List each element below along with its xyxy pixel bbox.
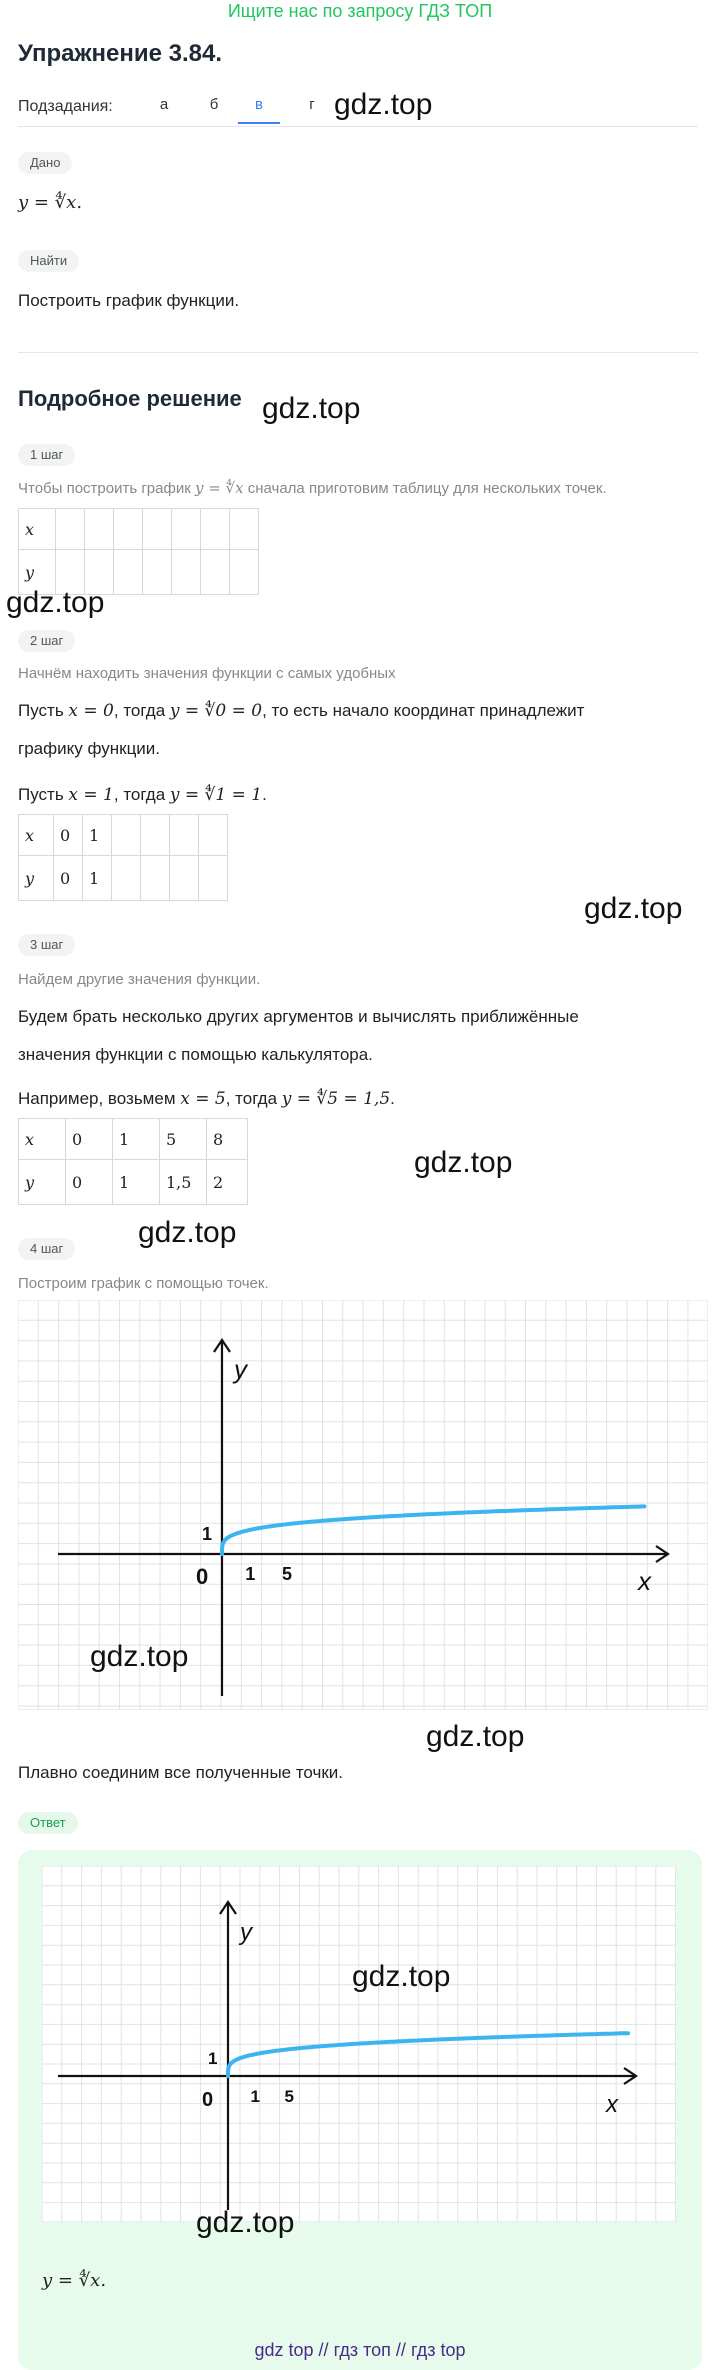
subtasks-label: Подзадания:: [18, 98, 113, 115]
table-cell: [143, 550, 172, 595]
step-1-badge: 1 шаг: [18, 444, 75, 466]
tick-label-y-1: 1: [208, 2049, 218, 2068]
table-cell: y: [19, 550, 56, 595]
tick-label-y-1: 1: [202, 1524, 213, 1544]
active-tab-indicator: [238, 122, 280, 124]
find-badge: Найти: [18, 250, 79, 272]
step-4-badge: 4 шаг: [18, 1238, 75, 1260]
y-axis-label: y: [234, 1354, 247, 1384]
watermark: gdz.top: [426, 1720, 525, 1753]
table-cell: [112, 856, 141, 901]
origin-label: 0: [202, 2089, 214, 2111]
step-2-badge: 2 шаг: [18, 630, 75, 652]
table-cell: [201, 509, 230, 550]
tick-label-x-1: 1: [250, 2087, 260, 2106]
table-cell: [112, 815, 141, 856]
step-2-line-2: Пусть x = 1, тогда y = ∜1 = 1.: [18, 785, 267, 805]
step-3-line-1b: значения функции с помощью калькулятора.: [18, 1045, 373, 1064]
watermark: gdz.top: [352, 1960, 451, 1993]
table-cell: x: [19, 1119, 66, 1160]
table-cell: [199, 815, 228, 856]
x-axis-label: x: [638, 1566, 651, 1596]
answer-graph: [42, 1866, 676, 2222]
table-cell: 1,5: [160, 1160, 207, 1205]
table-cell: x: [19, 509, 56, 550]
table-step-2: [18, 814, 228, 901]
step-2-hint: Начнём находить значения функции с самых удобных: [18, 665, 396, 682]
divider: [18, 352, 698, 353]
watermark: gdz.top: [6, 586, 105, 619]
watermark: gdz.top: [414, 1146, 513, 1179]
table-cell: [170, 856, 199, 901]
table-cell: 0: [66, 1119, 113, 1160]
table-cell: 1: [113, 1160, 160, 1205]
tick-label-x-5: 5: [282, 1564, 293, 1584]
table-cell: 0: [66, 1160, 113, 1205]
origin-label: 0: [196, 1564, 209, 1589]
answer-badge: Ответ: [18, 1812, 78, 1834]
step-2-line-1b: графику функции.: [18, 739, 161, 758]
footer-link[interactable]: гдз top: [410, 2340, 466, 2360]
table-cell: 5: [160, 1119, 207, 1160]
table-cell: [201, 550, 230, 595]
footer-link[interactable]: гдз топ: [333, 2340, 391, 2360]
step-2-line-1: Пусть x = 0, тогда y = ∜0 = 0, то есть начало координат принадлежит: [18, 701, 585, 721]
footer-link[interactable]: gdz top: [254, 2340, 314, 2360]
table-cell: [85, 509, 114, 550]
watermark: gdz.top: [262, 392, 361, 425]
table-cell: [172, 509, 201, 550]
subtask-tab-v[interactable]: в: [255, 96, 263, 113]
watermark: gdz.top: [90, 1640, 189, 1673]
table-cell: [143, 509, 172, 550]
tick-label-x-1: 1: [245, 1564, 256, 1584]
table-cell: [230, 550, 259, 595]
watermark: gdz.top: [196, 2206, 295, 2239]
table-cell: 1: [113, 1119, 160, 1160]
table-cell: [141, 856, 170, 901]
subtask-tab-b[interactable]: б: [209, 96, 219, 113]
table-cell: [114, 509, 143, 550]
step-3-line-2: Например, возьмем x = 5, тогда y = ∜5 = 1,5.: [18, 1089, 395, 1109]
page-title: Упражнение 3.84.: [18, 40, 223, 67]
footer-separator: //: [395, 2340, 406, 2360]
given-formula: y = ∜x.: [18, 192, 83, 213]
table-cell: [114, 550, 143, 595]
table-step-1: [18, 508, 259, 595]
table-cell: [199, 856, 228, 901]
table-cell: [172, 550, 201, 595]
watermark: gdz.top: [334, 88, 433, 121]
footer-separator: //: [318, 2340, 329, 2360]
step-4-after: Плавно соединим все полученные точки.: [18, 1763, 344, 1782]
search-banner: Ищите нас по запросу ГДЗ ТОП: [227, 1, 493, 21]
subtask-tab-a[interactable]: а: [159, 96, 169, 113]
watermark: gdz.top: [138, 1216, 237, 1249]
tick-label-x-5: 5: [284, 2087, 294, 2106]
step-4-hint: Построим график с помощью точек.: [18, 1275, 269, 1292]
table-cell: [230, 509, 259, 550]
table-cell: [56, 509, 85, 550]
find-text: Построить график функции.: [18, 291, 240, 310]
step-1-hint: Чтобы построить график y = ∜x сначала приготовим таблицу для нескольких точек.: [18, 479, 607, 497]
answer-formula: y = ∜x.: [42, 2270, 107, 2291]
y-axis-label: y: [240, 1919, 252, 1946]
table-cell: y: [19, 1160, 66, 1205]
watermark: gdz.top: [584, 892, 683, 925]
x-axis-label: x: [606, 2091, 618, 2118]
table-cell: [141, 815, 170, 856]
given-badge: Дано: [18, 152, 72, 174]
step-3-badge: 3 шаг: [18, 934, 75, 956]
step-3-line-1: Будем брать несколько других аргументов и вычислять приближённые: [18, 1007, 579, 1026]
solution-title: Подробное решение: [18, 386, 242, 411]
subtask-tab-g[interactable]: г: [309, 96, 315, 113]
table-cell: x: [19, 815, 54, 856]
step-3-hint: Найдем другие значения функции.: [18, 971, 261, 988]
divider: [18, 126, 698, 127]
table-cell: 0: [54, 815, 83, 856]
table-cell: y: [19, 856, 54, 901]
table-step-3: [18, 1118, 248, 1205]
table-cell: 1: [83, 856, 112, 901]
table-cell: 8: [207, 1119, 248, 1160]
table-cell: 1: [83, 815, 112, 856]
footer-links: [0, 2340, 720, 2361]
table-cell: [170, 815, 199, 856]
table-cell: 2: [207, 1160, 248, 1205]
table-cell: 0: [54, 856, 83, 901]
